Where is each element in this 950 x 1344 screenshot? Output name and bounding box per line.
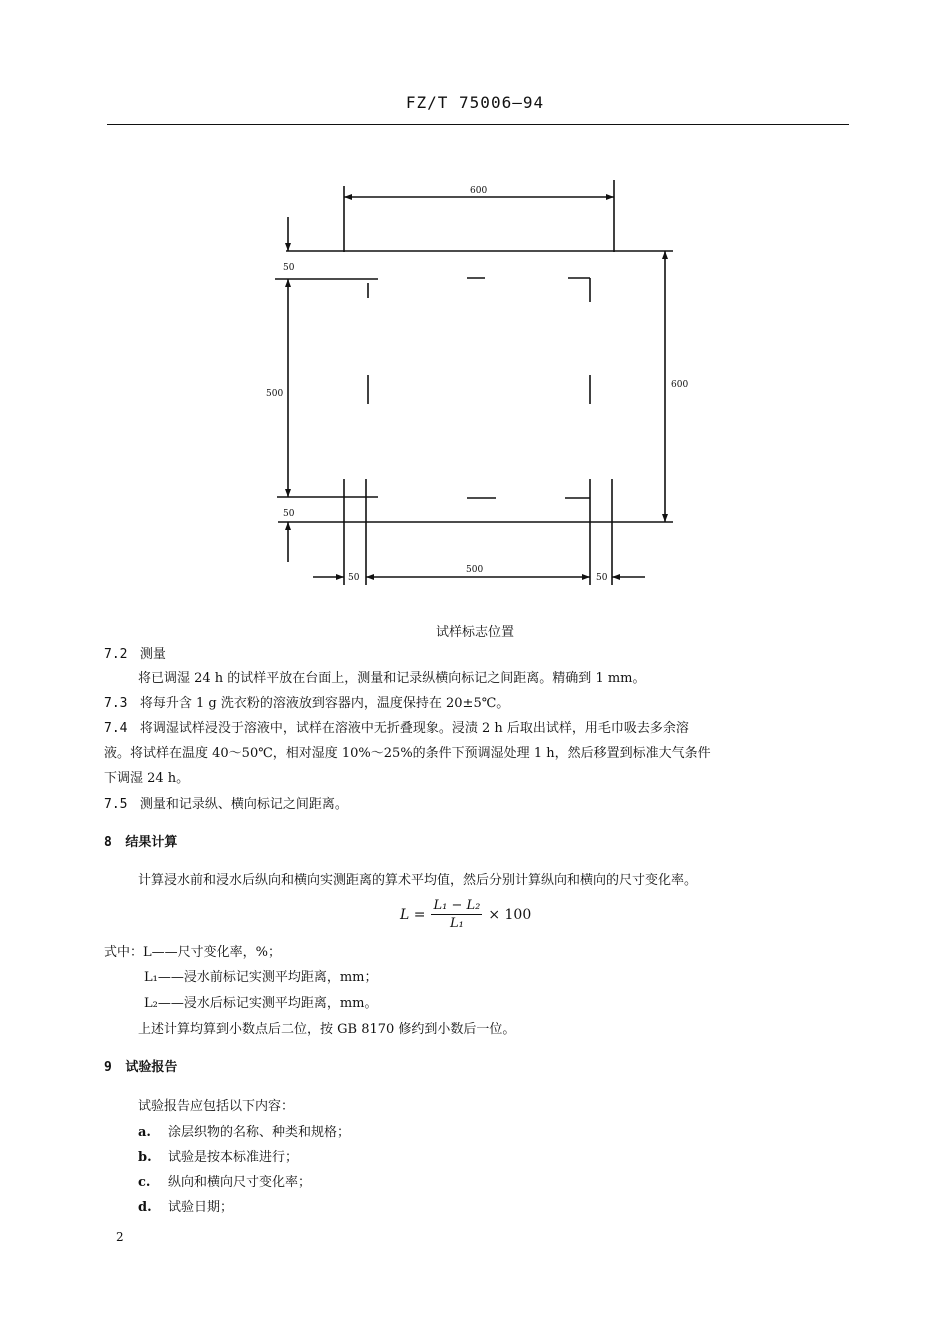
dim-label-top: 600	[470, 186, 488, 196]
formula-lhs: L =	[400, 906, 426, 923]
arrow-top-left	[344, 194, 352, 200]
figure-caption: 试样标志位置	[435, 625, 514, 640]
arrow-left-3	[285, 489, 291, 497]
arrow-right-down	[662, 514, 668, 522]
list-item-text: 涂层织物的名称、种类和规格；	[168, 1125, 351, 1140]
arrow-bottom-2	[366, 574, 374, 580]
section-text: 将调湿试样浸没于溶液中，试样在溶液中无折叠现象。浸渍 2 h 后取出试样，用毛巾吸去多余溶	[139, 721, 689, 736]
list-item	[138, 1174, 311, 1192]
section-7-4-line1	[104, 720, 689, 738]
list-item-text: 纵向和横向尺寸变化率；	[168, 1175, 312, 1190]
formula-rhs: × 100	[488, 906, 532, 923]
section-number: 7.2	[104, 647, 128, 662]
section-7-4-line2: 液。将试样在温度 40～50℃，相对湿度 10%～25%的条件下预调湿处理 1 h，然后移置到标准大气条件	[104, 746, 711, 761]
section-7-2-text: 将已调湿 24 h 的试样平放在台面上，测量和记录纵横向标记之间距离。精确到 1 mm。	[138, 671, 646, 686]
section-number: 7.5	[104, 797, 128, 812]
section-text: 将每升含 1 g 洗衣粉的溶液放到容器内，温度保持在 20±5℃。	[139, 696, 510, 711]
page-header-code: FZ/T 75006—94	[405, 93, 545, 112]
list-item	[138, 1124, 350, 1142]
formula-denominator: L₁	[449, 916, 464, 931]
arrow-bottom-3	[582, 574, 590, 580]
list-item-label: d.	[138, 1200, 152, 1215]
section-7-3	[104, 695, 509, 713]
section-text: 测量和记录纵、横向标记之间距离。	[139, 797, 348, 812]
list-item-label: c.	[138, 1175, 151, 1190]
formula-where-1: 式中：L——尺寸变化率，%；	[104, 945, 281, 960]
formula-where-3: L₂——浸水后标记实测平均距离，mm。	[144, 996, 378, 1011]
list-item-text: 试验日期；	[168, 1200, 234, 1215]
dim-label-left-bottom: 50	[283, 509, 295, 519]
section-number: 7.4	[104, 721, 128, 736]
arrow-left-2	[285, 279, 291, 287]
dim-label-left-top: 50	[283, 263, 295, 273]
section-title: 试验报告	[125, 1060, 178, 1075]
dim-label-bottom-right: 50	[596, 573, 608, 583]
arrow-bottom-1	[336, 574, 344, 580]
list-item-label: b.	[138, 1150, 152, 1165]
arrow-left-4	[285, 522, 291, 530]
arrow-left-1	[285, 243, 291, 251]
section-title: 结果计算	[125, 835, 178, 850]
dim-label-bottom-left: 50	[348, 573, 360, 583]
size-change-formula	[400, 898, 531, 931]
list-item-label: a.	[138, 1125, 151, 1140]
arrow-top-right	[606, 194, 614, 200]
arrow-right-up	[662, 251, 668, 259]
section-9-intro: 试验报告应包括以下内容：	[138, 1099, 295, 1114]
list-item-text: 试验是按本标准进行；	[168, 1150, 299, 1165]
list-item	[138, 1199, 233, 1217]
formula-numerator: L₁ − L₂	[433, 898, 481, 913]
dim-label-left-mid: 500	[266, 389, 284, 399]
section-8-heading	[104, 834, 177, 852]
rounding-note: 上述计算均算到小数点后二位，按 GB 8170 修约到小数后一位。	[138, 1022, 516, 1037]
section-title: 测量	[139, 647, 166, 662]
sample-marking-diagram	[0, 0, 950, 620]
page-number: 2	[116, 1230, 124, 1244]
dim-label-bottom-mid: 500	[466, 565, 484, 575]
dim-label-right: 600	[671, 380, 689, 390]
section-7-2-heading	[104, 646, 166, 664]
section-number: 8	[104, 835, 112, 850]
section-number: 9	[104, 1060, 112, 1075]
section-9-heading	[104, 1059, 177, 1077]
arrow-bottom-4	[612, 574, 620, 580]
formula-fraction	[431, 898, 482, 931]
section-7-4-line3: 下调湿 24 h。	[104, 771, 190, 786]
list-item	[138, 1149, 298, 1167]
formula-where-2: L₁——浸水前标记实测平均距离，mm；	[144, 970, 378, 985]
section-7-5	[104, 796, 348, 814]
section-number: 7.3	[104, 696, 128, 711]
section-8-text: 计算浸水前和浸水后纵向和横向实测距离的算术平均值，然后分别计算纵向和横向的尺寸变化率。	[138, 873, 698, 888]
